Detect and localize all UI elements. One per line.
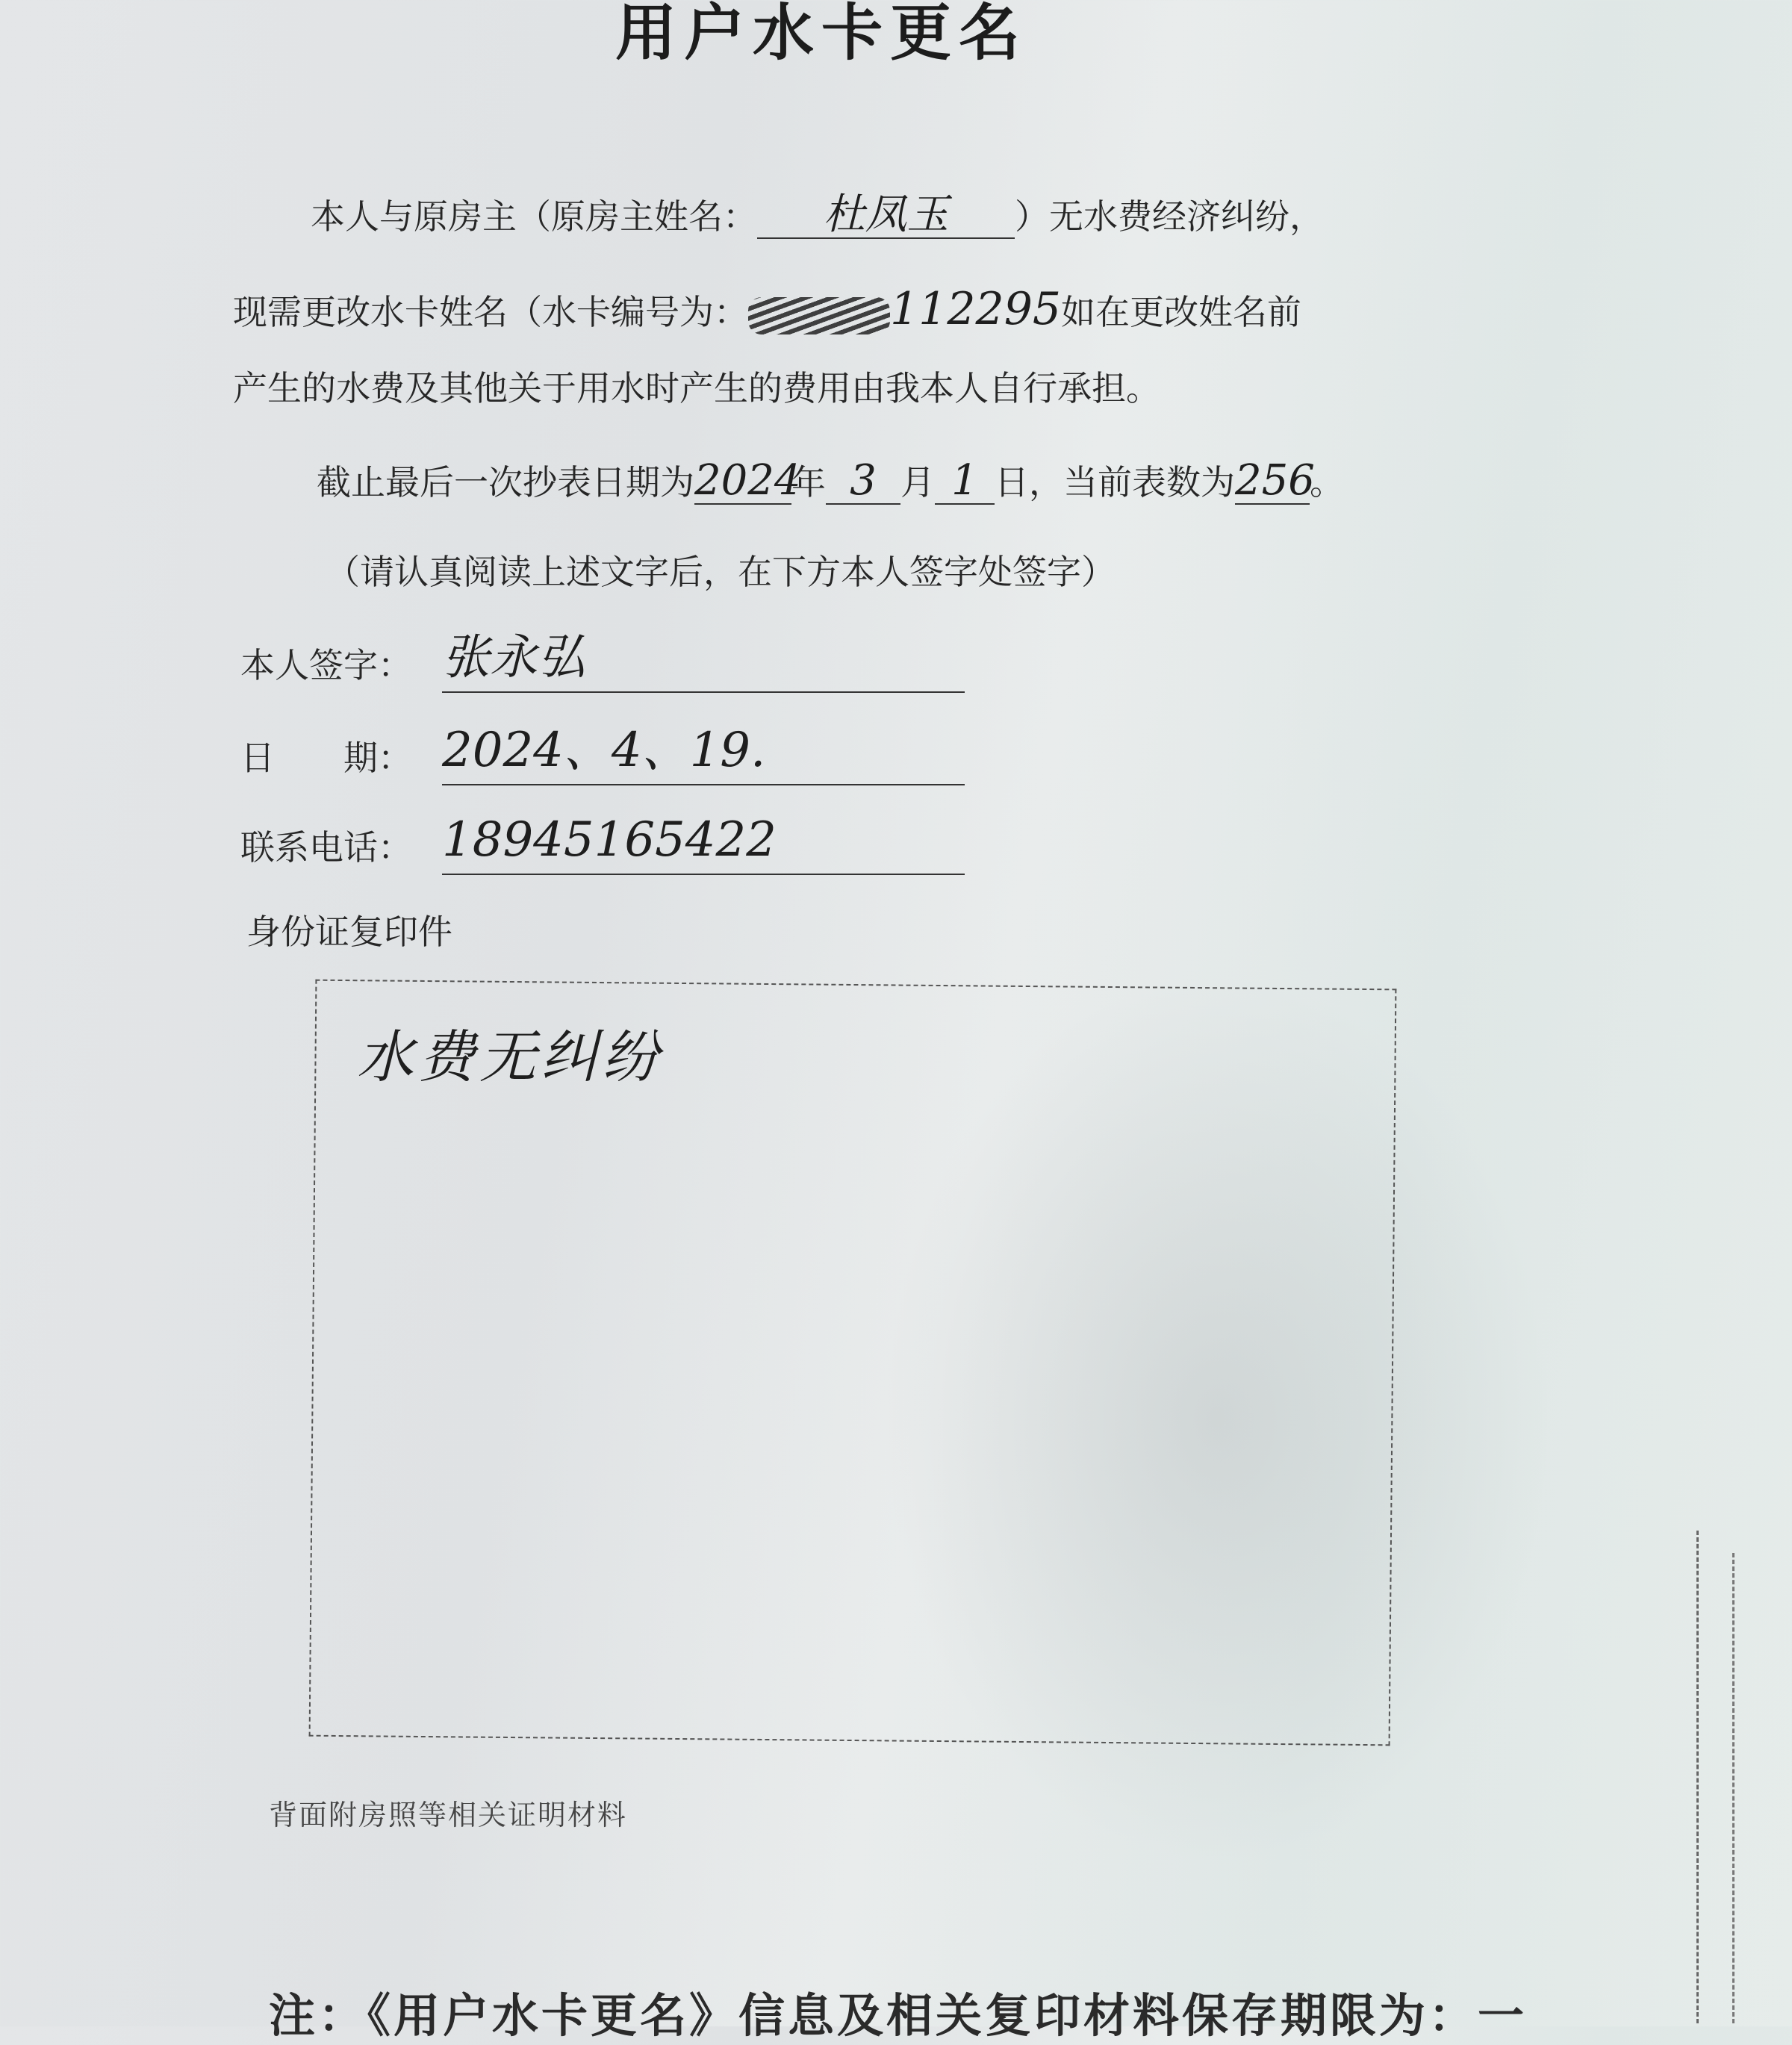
bottom-note: 注：《用户水卡更名》信息及相关复印材料保存期限为：一 [269,1988,1528,2043]
paragraph-reading [317,458,1344,505]
date-row [240,723,766,784]
id-copy-label: 身份证复印件 [246,912,452,952]
card-number: 112295 [890,283,1062,335]
card-prefix: 现需更改水卡姓名（水卡编号为： [233,292,748,332]
reading-prefix: 截止最后一次抄表日期为 [317,462,694,502]
reading-day: 1 [935,458,995,505]
date-value: 2024、4、19. [442,724,965,785]
phone-value: 18945165422 [442,814,965,875]
page-edge-dashes [1696,1531,1699,2023]
phone-label: 联系电话： [240,827,412,868]
signature-label: 本人签字： [240,645,412,685]
id-box-note: 水费无纠纷 [357,1024,663,1090]
signature-value: 张永弘 [442,632,965,693]
signature-row [240,630,585,691]
meter-reading: 256 [1235,456,1315,505]
paragraph-card [233,283,1302,335]
document-title: 用户水卡更名 [615,0,1027,69]
owner-suffix: ）无水费经济纠纷， [1015,196,1324,237]
month-unit: 月 [900,462,935,502]
paragraph-owner [311,190,1324,239]
date-label: 日 期： [240,738,412,778]
back-note: 背面附房照等相关证明材料 [269,1799,628,1831]
phone-row [240,812,777,874]
id-copy-box [309,980,1397,1746]
day-unit: 日，当前表数为 [995,462,1235,502]
reading-month: 3 [826,458,900,505]
card-suffix: 如在更改姓名前 [1061,292,1302,332]
owner-name: 杜凤玉 [757,193,1015,239]
page-edge-dashes-outer [1732,1553,1735,2023]
reading-end: 。 [1310,462,1344,502]
instruction-text: （请认真阅读上述文字后，在下方本人签字处签字） [326,552,1116,592]
paragraph-fees: 产生的水费及其他关于用水时产生的费用由我本人自行承担。 [233,368,1160,408]
reading-year: 2024 [694,456,801,505]
crossed-out-scribble [748,297,890,334]
year-unit: 年 [791,462,826,502]
owner-prefix: 本人与原房主（原房主姓名： [311,196,757,237]
